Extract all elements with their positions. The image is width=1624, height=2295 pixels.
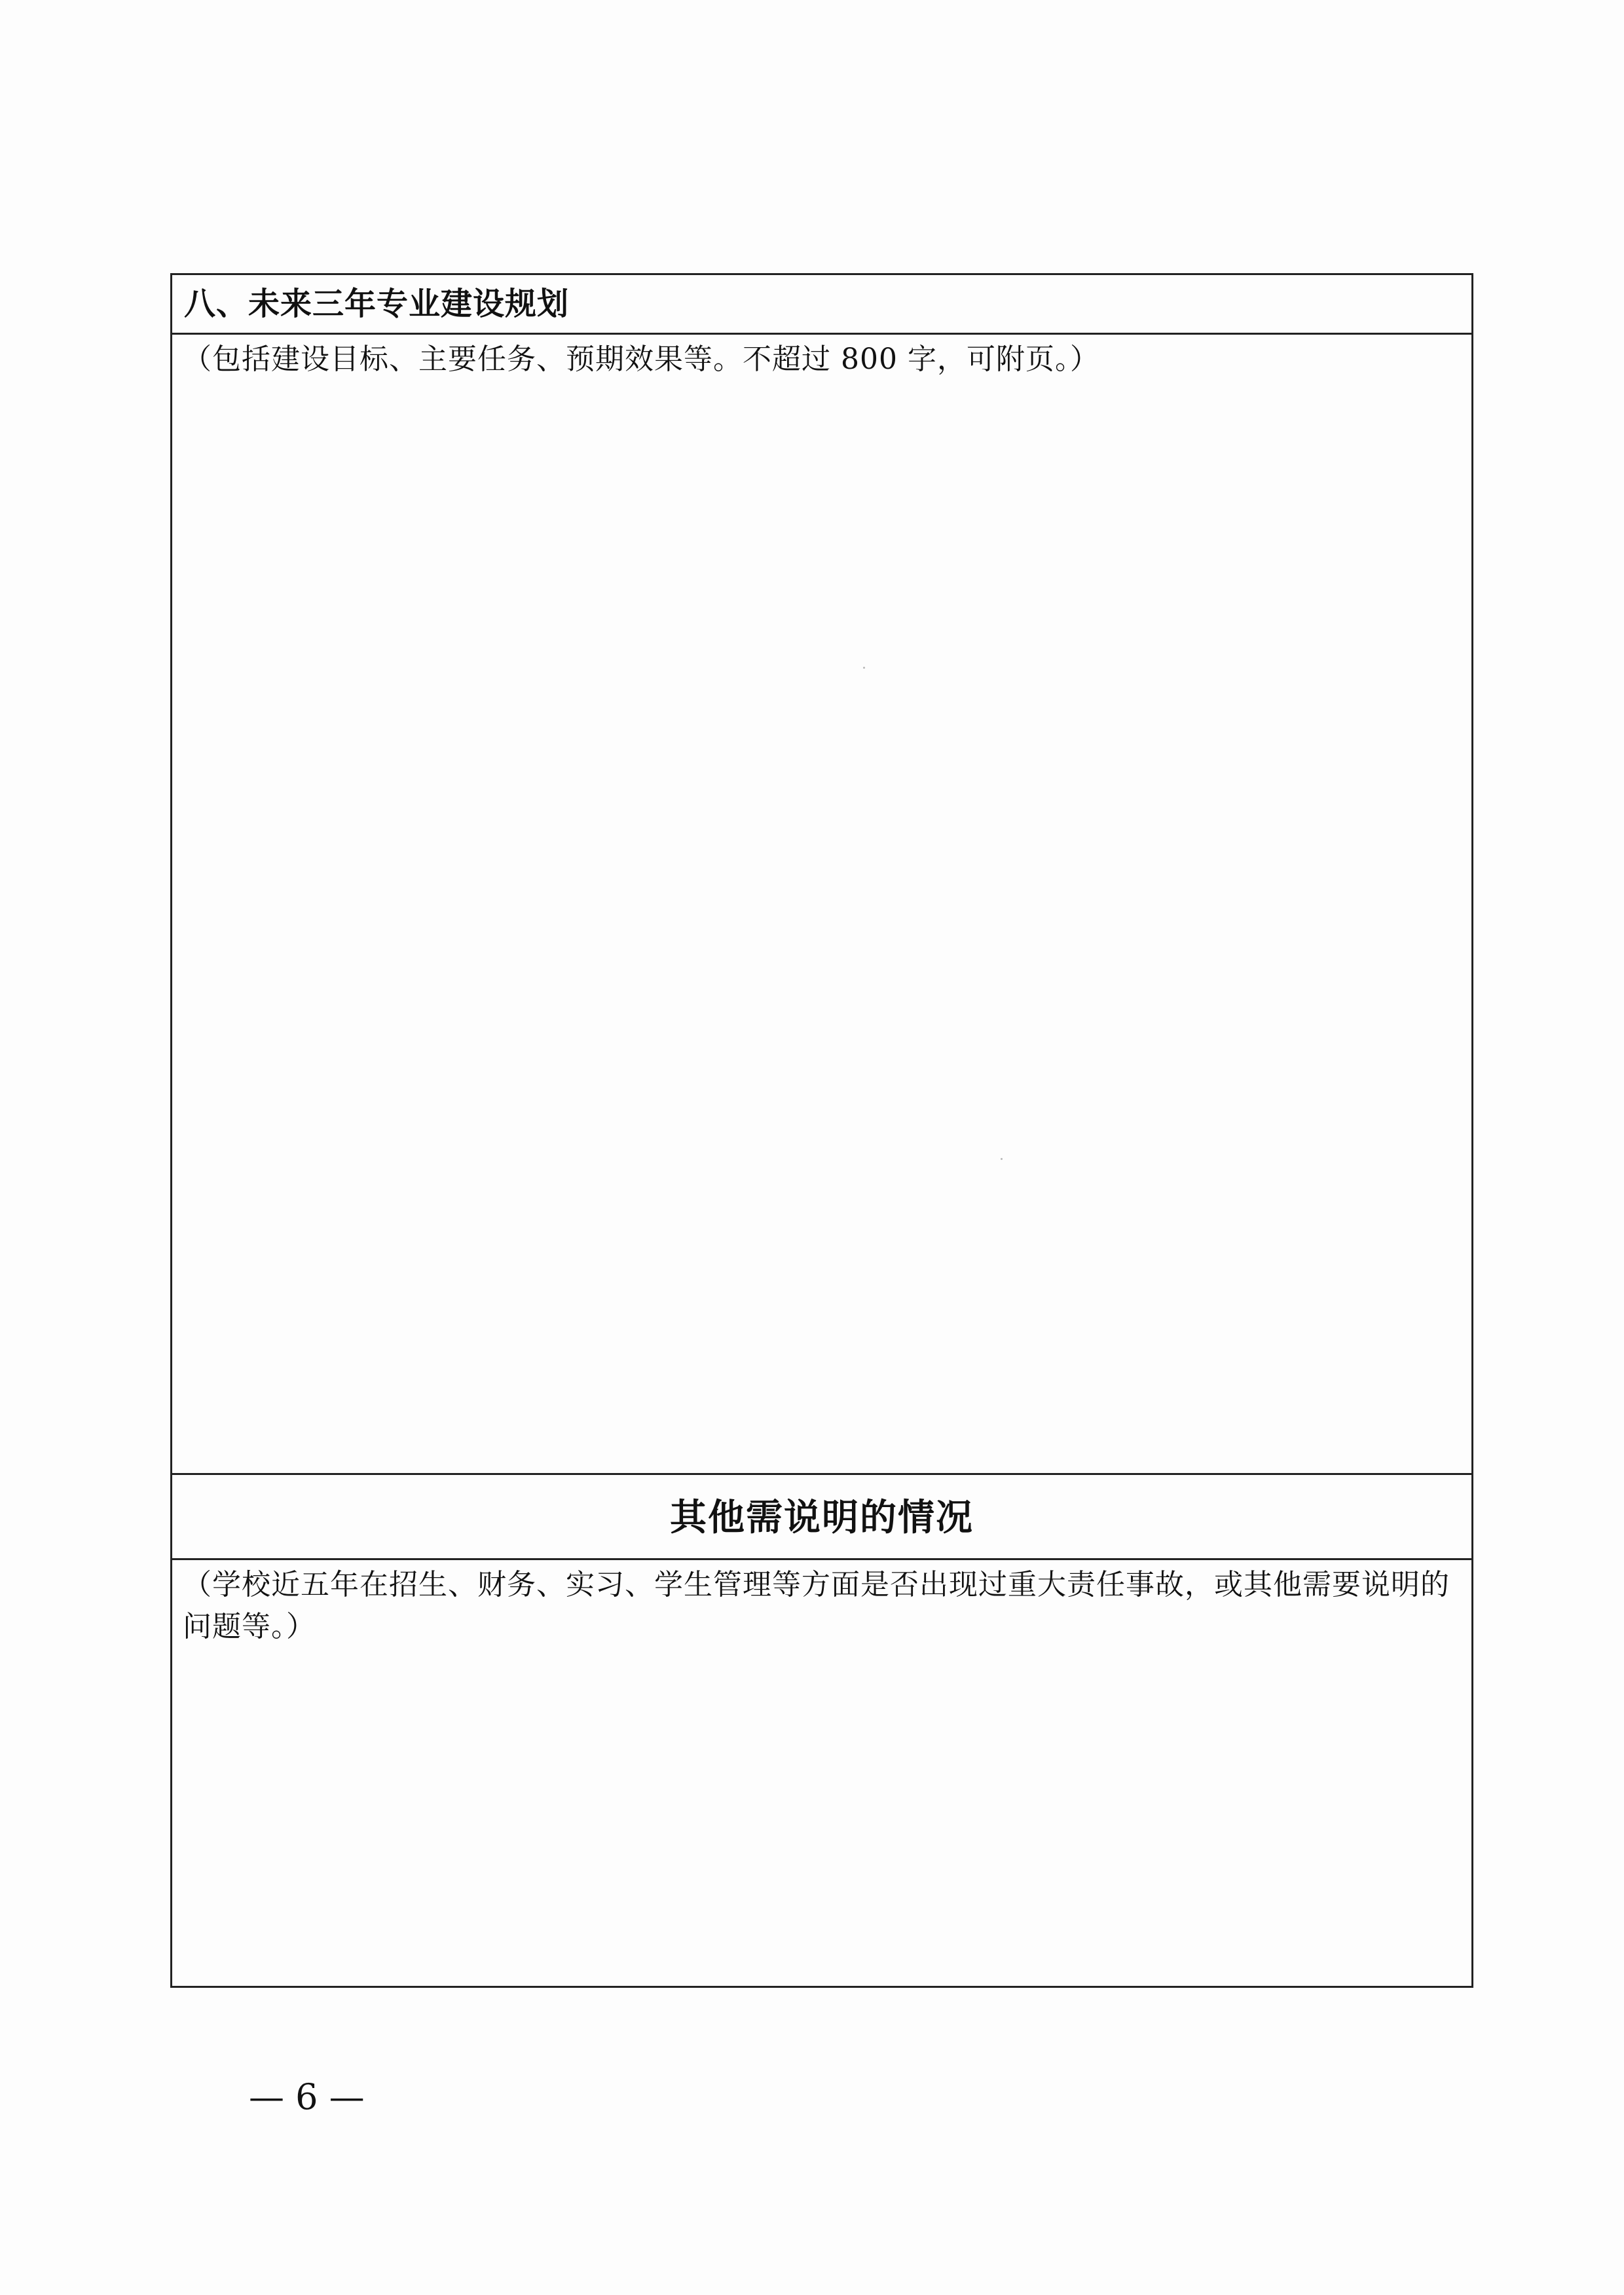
- other-notes-body-row: [172, 1560, 1471, 1986]
- page-number: — 6 —: [249, 2076, 365, 2118]
- other-notes-header-row: [172, 1475, 1471, 1560]
- scan-speck: [863, 667, 865, 669]
- other-notes-instruction: （学校近五年在招生、财务、实习、学生管理等方面是否出现过重大责任事故，或其他需要说明的问题等。）: [183, 1568, 1450, 1643]
- other-notes-answer-area[interactable]: [183, 1658, 1461, 1975]
- section-eight-header-row: [172, 275, 1471, 335]
- section-eight-instruction: （包括建设目标、主要任务、预期效果等。不超过 800 字，可附页。）: [183, 343, 1099, 376]
- section-eight-heading: 八、未来三年专业建设规划: [184, 286, 570, 322]
- scan-speck: [1001, 1158, 1003, 1160]
- section-eight-answer-area[interactable]: [183, 394, 1461, 1463]
- section-eight-body-row: [172, 335, 1471, 1475]
- form-table: [170, 273, 1473, 1988]
- other-notes-heading: 其他需说明的情况: [670, 1497, 974, 1539]
